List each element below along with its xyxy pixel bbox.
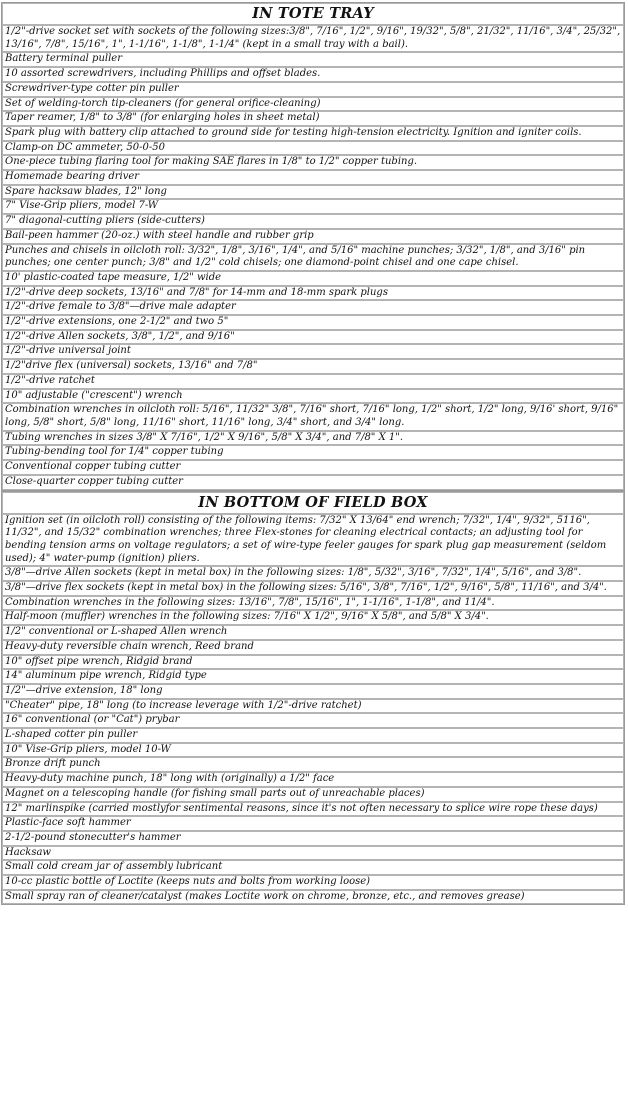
tool-item: Magnet on a telescoping handle (for fishing small parts out of unreachable places) [2, 787, 624, 802]
tool-item: 3/8"—drive Allen sockets (kept in metal box) in the following sizes: 1/8", 5/32", 3/16", 7/32", 1/4", 5/16", and 3/8". [2, 566, 624, 581]
tool-item: Homemade bearing driver [2, 170, 624, 185]
tool-item: Taper reamer, 1/8" to 3/8" (for enlarging holes in sheet metal) [2, 111, 624, 126]
tool-item: 12" marlinspike (carried mostlyfor sentimental reasons, since it's not often necessary to splice wire rope these days) [2, 802, 624, 817]
table-row [2, 67, 624, 82]
tool-item: 1/2"-drive socket set with sockets of the following sizes:3/8", 7/16", 1/2", 9/16", 19/32", 5/8", 21/32", 11/16", 3/4", 25/32", 13/16", 7/8", 15/16", 1", 1-1/16", 1-1/8", 1-1/4" (kept in a small tray with a bail). [2, 25, 624, 52]
tool-item: Heavy-duty machine punch, 18" long with (originally) a 1/2" face [2, 772, 624, 787]
table-row [2, 52, 624, 67]
section-header-row [2, 3, 624, 25]
tool-item: Small cold cream jar of assembly lubricant [2, 860, 624, 875]
tool-item: One-piece tubing flaring tool for making SAE flares in 1/8" to 1/2" copper tubing. [2, 155, 624, 170]
tool-item: Plastic-face soft hammer [2, 816, 624, 831]
tool-item: 1/2"-drive female to 3/8"—drive male adapter [2, 300, 624, 315]
tool-item: 1/2" conventional or L-shaped Allen wrench [2, 625, 624, 640]
table-row [2, 25, 624, 52]
table-row [2, 640, 624, 655]
table-row [2, 581, 624, 596]
table-row [2, 460, 624, 475]
tool-item: 1/2"-drive Allen sockets, 3/8", 1/2", and 9/16" [2, 330, 624, 345]
table-row [2, 875, 624, 890]
table-row [2, 475, 624, 490]
tool-item: 2-1/2-pound stonecutter's hammer [2, 831, 624, 846]
table-row [2, 344, 624, 359]
table-row [2, 170, 624, 185]
tool-item: L-shaped cotter pin puller [2, 728, 624, 743]
tool-item: Set of welding-torch tip-cleaners (for general orifice-cleaning) [2, 97, 624, 112]
table-row [2, 389, 624, 404]
table-row [2, 271, 624, 286]
table-row [2, 684, 624, 699]
table-row [2, 831, 624, 846]
table-row [2, 359, 624, 374]
section-title: IN BOTTOM OF FIELD BOX [2, 492, 624, 514]
table-row [2, 713, 624, 728]
tote-tray-table [1, 2, 625, 491]
tool-item: Battery terminal puller [2, 52, 624, 67]
table-row [2, 757, 624, 772]
table-row [2, 286, 624, 301]
tool-item: Conventional copper tubing cutter [2, 460, 624, 475]
tool-item: Bail-peen hammer (20-oz.) with steel handle and rubber grip [2, 229, 624, 244]
table-row [2, 566, 624, 581]
tool-item: 1/2"-drive universal joint [2, 344, 624, 359]
tool-item: 10" adjustable ("crescent") wrench [2, 389, 624, 404]
tool-item: Small spray ran of cleaner/catalyst (makes Loctite work on chrome, bronze, etc., and removes grease) [2, 890, 624, 905]
tool-item: Punches and chisels in oilcloth roll: 3/32", 1/8", 3/16", 1/4", and 5/16" machine punches; 3/32", 1/8", and 3/16" pin punches; one center punch; 3/8" and 1/2" cold chisels; one diamond-point chisel and one cape chisel. [2, 244, 624, 271]
table-row [2, 82, 624, 97]
tool-item: Tubing-bending tool for 1/4" copper tubing [2, 445, 624, 460]
tool-item: 10' plastic-coated tape measure, 1/2" wide [2, 271, 624, 286]
tool-item: Half-moon (muffler) wrenches in the following sizes: 7/16" X 1/2", 9/16" X 5/8", and 5/8" X 3/4". [2, 610, 624, 625]
tool-item: 10 assorted screwdrivers, including Phillips and offset blades. [2, 67, 624, 82]
tool-item: 7" diagonal-cutting pliers (side-cutters) [2, 214, 624, 229]
tool-inventory [1, 2, 625, 905]
table-row [2, 97, 624, 112]
table-row [2, 514, 624, 567]
table-row [2, 229, 624, 244]
table-row [2, 802, 624, 817]
tool-item: 1/2"drive flex (universal) sockets, 13/16" and 7/8" [2, 359, 624, 374]
table-row [2, 403, 624, 430]
tool-item: "Cheater" pipe, 18" long (to increase leverage with 1/2"-drive ratchet) [2, 699, 624, 714]
tool-item: 1/2"-drive ratchet [2, 374, 624, 389]
table-row [2, 374, 624, 389]
table-row [2, 141, 624, 156]
tool-item: 16" conventional (or "Cat") prybar [2, 713, 624, 728]
table-row [2, 185, 624, 200]
tool-item: 1/2"-drive deep sockets, 13/16" and 7/8" for 14-mm and 18-mm spark plugs [2, 286, 624, 301]
tool-item: Heavy-duty reversible chain wrench, Reed brand [2, 640, 624, 655]
table-row [2, 330, 624, 345]
table-row [2, 816, 624, 831]
table-row [2, 596, 624, 611]
table-row [2, 155, 624, 170]
tool-item: Combination wrenches in oilcloth roll: 5/16", 11/32" 3/8", 7/16" short, 7/16" long, 1/2" short, 1/2" long, 9/16' short, 9/16" long, 5/8" short, 5/8" long, 11/16" short, 11/16" long, 3/4" short, and 3/4" long. [2, 403, 624, 430]
tool-item: 14" aluminum pipe wrench, Ridgid type [2, 669, 624, 684]
tool-item: Close-quarter copper tubing cutter [2, 475, 624, 490]
table-row [2, 199, 624, 214]
table-row [2, 890, 624, 905]
table-row [2, 300, 624, 315]
table-row [2, 728, 624, 743]
table-row [2, 244, 624, 271]
table-row [2, 431, 624, 446]
table-row [2, 846, 624, 861]
tool-item: Spark plug with battery clip attached to ground side for testing high-tension electricity. Ignition and igniter coils. [2, 126, 624, 141]
tool-item: 1/2"—drive extension, 18" long [2, 684, 624, 699]
table-row [2, 772, 624, 787]
section-title: IN TOTE TRAY [2, 3, 624, 25]
tool-item: 10" Vise-Grip pliers, model 10-W [2, 743, 624, 758]
table-row [2, 699, 624, 714]
table-row [2, 787, 624, 802]
tool-item: Bronze drift punch [2, 757, 624, 772]
table-row [2, 625, 624, 640]
tool-item: 7" Vise-Grip pliers, model 7-W [2, 199, 624, 214]
tool-item: Clamp-on DC ammeter, 50-0-50 [2, 141, 624, 156]
tool-item: Hacksaw [2, 846, 624, 861]
tool-item: Spare hacksaw blades, 12" long [2, 185, 624, 200]
table-row [2, 445, 624, 460]
tool-item: Ignition set (in oilcloth roll) consisting of the following items: 7/32" X 13/64" end wrench; 7/32", 1/4", 9/32", 5116", 11/32", and 15/32" combination wrenches; three Flex-stones for cleaning electrical contacts; an adjusting tool for bending tension arms on voltage regulators; a set of wire-type feeler gauges for spark plug gap measurement (seldom used); 4" water-pump (ignition) pliers. [2, 514, 624, 567]
field-box-table [1, 491, 625, 906]
table-row [2, 669, 624, 684]
tool-item: 10-cc plastic bottle of Loctite (keeps nuts and bolts from working loose) [2, 875, 624, 890]
tool-item: 3/8"—drive flex sockets (kept in metal box) in the following sizes: 5/16", 3/8", 7/16", 1/2", 9/16", 5/8", 11/16", and 3/4". [2, 581, 624, 596]
table-row [2, 655, 624, 670]
tool-item: Combination wrenches in the following sizes: 13/16", 7/8", 15/16", 1", 1-1/16", 1-1/8", and 11/4". [2, 596, 624, 611]
table-row [2, 743, 624, 758]
tool-item: 1/2"-drive extensions, one 2-1/2" and two 5" [2, 315, 624, 330]
table-row [2, 126, 624, 141]
table-row [2, 111, 624, 126]
table-row [2, 860, 624, 875]
table-row [2, 315, 624, 330]
table-row [2, 610, 624, 625]
tool-item: Screwdriver-type cotter pin puller [2, 82, 624, 97]
section-header-row [2, 492, 624, 514]
tool-item: 10" offset pipe wrench, Ridgid brand [2, 655, 624, 670]
table-row [2, 214, 624, 229]
tool-item: Tubing wrenches in sizes 3/8" X 7/16", 1/2" X 9/16", 5/8" X 3/4", and 7/8" X 1". [2, 431, 624, 446]
